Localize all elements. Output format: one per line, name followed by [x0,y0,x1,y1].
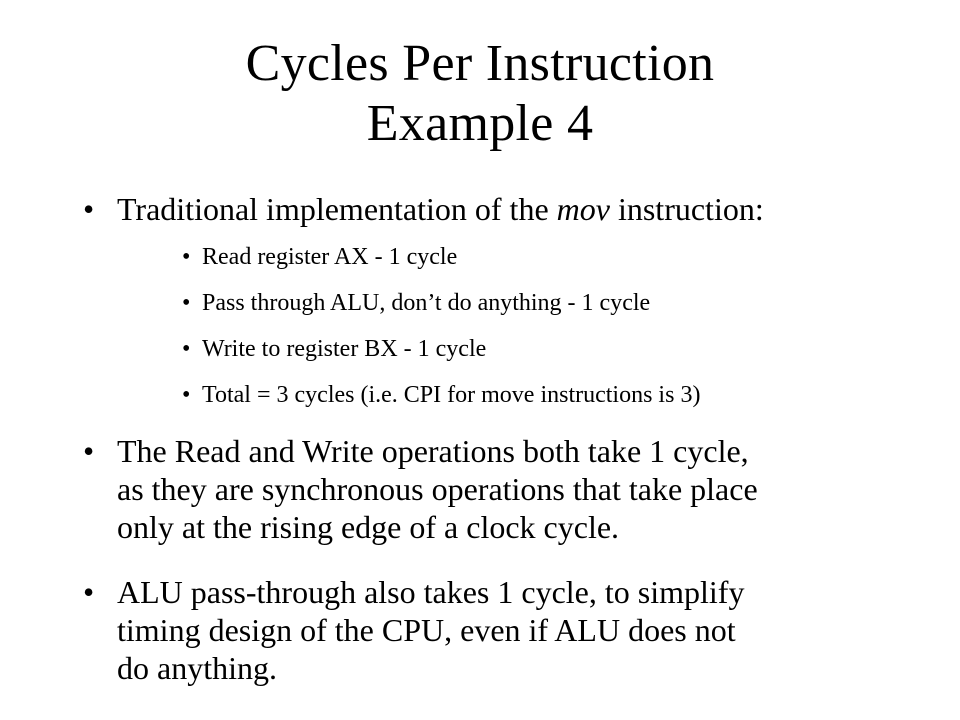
bullet-marker: • [83,191,95,227]
sub-bullet-text: Read register AX - 1 cycle [202,244,458,270]
bullet3-line: ALU pass-through also takes 1 cycle, to simplify [117,574,745,610]
bullet1-emphasis: mov [556,191,610,227]
bullet3-line: timing design of the CPU, even if ALU does not [117,612,736,648]
bullet1-text-before: Traditional implementation of the [117,191,557,227]
title-line-2: Example 4 [366,95,594,152]
bullet-marker: • [83,574,95,610]
bullet1-text-after: instruction: [609,191,764,227]
bullet2-line: The Read and Write operations both take 1 cycle, [117,433,749,469]
sub-bullet-marker: • [182,244,191,270]
sub-bullet-text: Write to register BX - 1 cycle [202,336,487,362]
sub-bullet-text: Pass through ALU, don’t do anything - 1 cycle [202,290,651,316]
bullet2-line: only at the rising edge of a clock cycle. [117,509,620,545]
sub-bullet-marker: • [182,382,191,408]
sub-bullet-marker: • [182,290,191,316]
sub-bullet-marker: • [182,336,191,362]
sub-bullet-text: Total = 3 cycles (i.e. CPI for move instructions is 3) [202,382,701,408]
bullet3-line: do anything. [117,650,277,686]
bullet-marker: • [83,433,95,469]
title-line-1: Cycles Per Instruction [245,35,715,92]
slide-title [0,34,960,154]
bullet2-line: as they are synchronous operations that take place [117,471,758,507]
